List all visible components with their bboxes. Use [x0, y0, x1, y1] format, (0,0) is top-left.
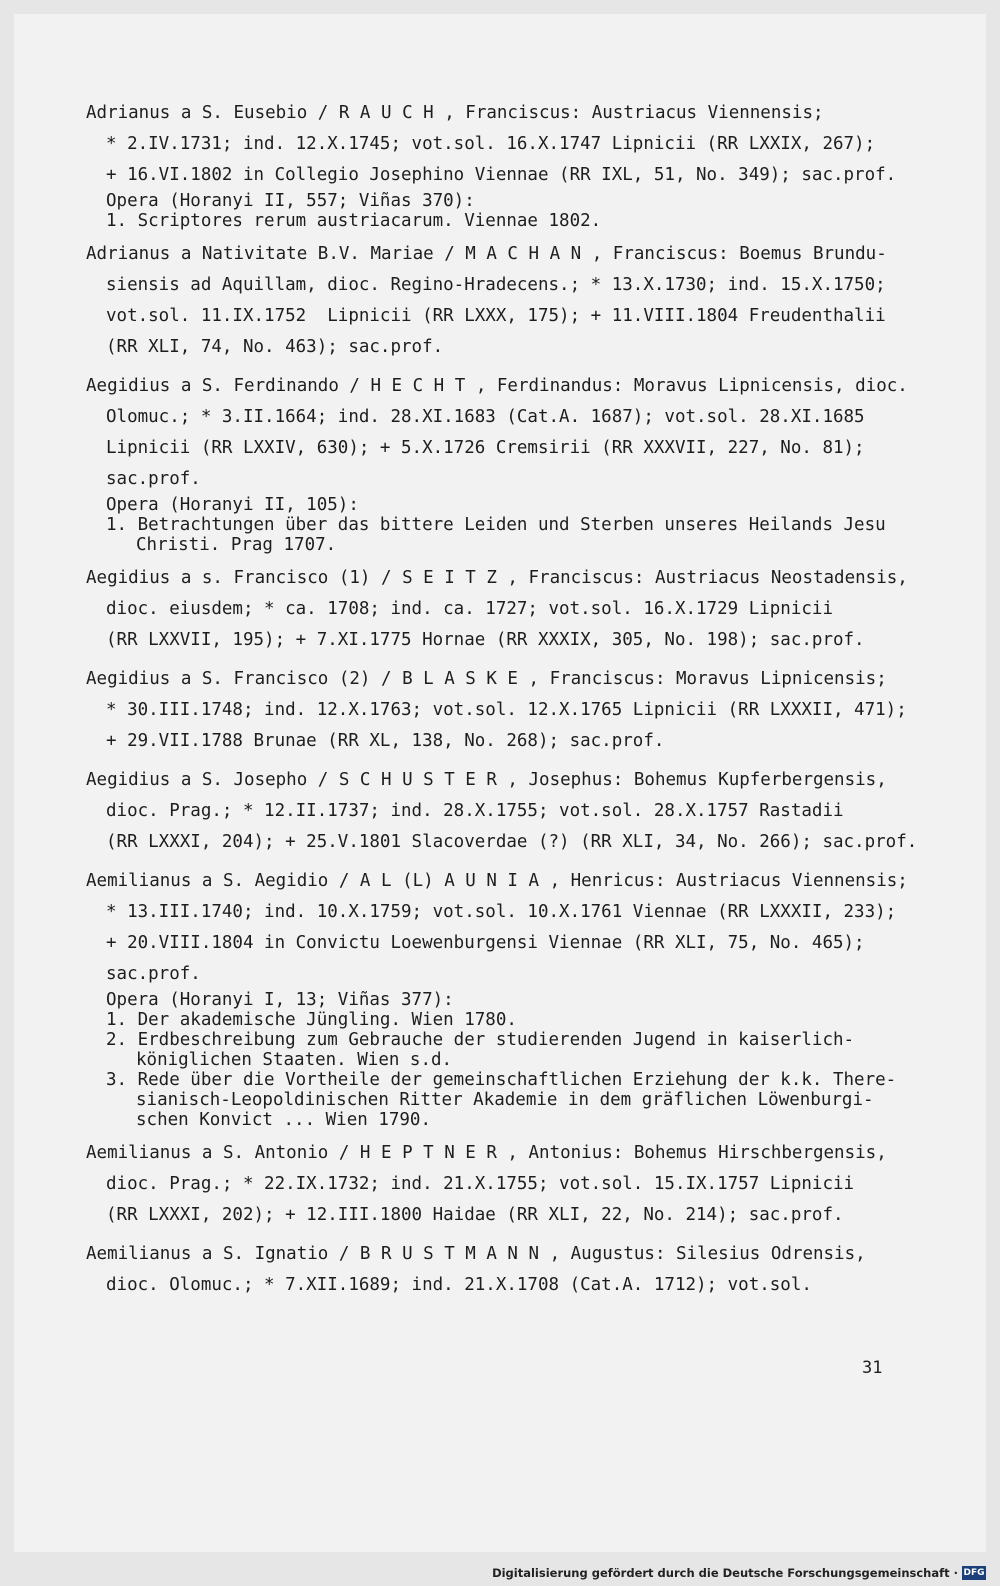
entry-heading-line: Aegidius a S. Ferdinando / H E C H T , Ferdinandus: Moravus Lipnicensis, dioc.: [86, 376, 908, 396]
entry-detail-line: Lipnicii (RR LXXIV, 630); + 5.X.1726 Cremsirii (RR XXXVII, 227, No. 81);: [106, 438, 865, 458]
entry-detail-line: * 13.III.1740; ind. 10.X.1759; vot.sol. 10.X.1761 Viennae (RR LXXXII, 233);: [106, 902, 897, 922]
opera-item: 1. Scriptores rerum austriacarum. Viennae 1802.: [106, 211, 602, 231]
opera-item: 1. Der akademische Jüngling. Wien 1780.: [106, 1010, 517, 1030]
opera-list: [86, 191, 916, 231]
entry-heading-line: Aemilianus a S. Aegidio / A L (L) A U N I A , Henricus: Austriacus Viennensis;: [86, 871, 908, 891]
register-entry: [86, 98, 916, 231]
entry-detail-line: Olomuc.; * 3.II.1664; ind. 28.XI.1683 (Cat.A. 1687); vot.sol. 28.XI.1685: [106, 407, 865, 427]
document-body: [86, 98, 916, 1301]
entry-detail-line: sac.prof.: [106, 964, 201, 984]
footer-text: Digitalisierung gefördert durch die Deutsche Forschungsgemeinschaft ·: [492, 1566, 958, 1580]
opera-heading: Opera (Horanyi II, 557; Viñas 370):: [106, 191, 475, 211]
entry-detail-line: + 16.VI.1802 in Collegio Josephino Viennae (RR IXL, 51, No. 349); sac.prof.: [106, 165, 897, 185]
entry-detail-line: * 30.III.1748; ind. 12.X.1763; vot.sol. 12.X.1765 Lipnicii (RR LXXXII, 471);: [106, 700, 907, 720]
opera-item: 2. Erdbeschreibung zum Gebrauche der studierenden Jugend in kaiserlich-: [106, 1030, 855, 1050]
entry-detail-line: (RR XLI, 74, No. 463); sac.prof.: [106, 337, 444, 357]
entry-detail-line: + 20.VIII.1804 in Convictu Loewenburgensi Viennae (RR XLI, 75, No. 465);: [106, 933, 865, 953]
entry-heading-line: Aegidius a S. Josepho / S C H U S T E R , Josephus: Bohemus Kupferbergensis,: [86, 770, 887, 790]
dfg-logo-icon: DFG: [963, 1568, 985, 1578]
opera-list: [86, 495, 916, 555]
register-entry: [86, 866, 916, 1130]
entry-heading-line: Adrianus a Nativitate B.V. Mariae / M A C H A N , Franciscus: Boemus Brundu-: [86, 244, 887, 264]
entry-heading-line: Aegidius a s. Francisco (1) / S E I T Z , Franciscus: Austriacus Neostadensis,: [86, 568, 908, 588]
register-entry: [86, 664, 916, 757]
opera-list: [86, 990, 916, 1130]
register-entry: [86, 1239, 916, 1301]
opera-heading: Opera (Horanyi I, 13; Viñas 377):: [106, 990, 454, 1010]
entry-detail-line: + 29.VII.1788 Brunae (RR XL, 138, No. 268); sac.prof.: [106, 731, 665, 751]
digitization-footer: [492, 1566, 986, 1580]
register-entry: [86, 239, 916, 363]
opera-item: sianisch-Leopoldinischen Ritter Akademie in dem gräflichen Löwenburgi-: [136, 1090, 874, 1110]
register-entry: [86, 1138, 916, 1231]
entry-detail-line: sac.prof.: [106, 469, 201, 489]
register-entry: [86, 765, 916, 858]
entry-heading-line: Aemilianus a S. Antonio / H E P T N E R , Antonius: Bohemus Hirschbergensis,: [86, 1143, 887, 1163]
entry-detail-line: (RR LXXXI, 202); + 12.III.1800 Haidae (RR XLI, 22, No. 214); sac.prof.: [106, 1205, 844, 1225]
opera-item: 3. Rede über die Vortheile der gemeinschaftlichen Erziehung der k.k. There-: [106, 1070, 897, 1090]
entry-detail-line: dioc. Olomuc.; * 7.XII.1689; ind. 21.X.1708 (Cat.A. 1712); vot.sol.: [106, 1275, 812, 1295]
entry-detail-line: (RR LXXVII, 195); + 7.XI.1775 Hornae (RR XXXIX, 305, No. 198); sac.prof.: [106, 630, 865, 650]
entry-detail-line: * 2.IV.1731; ind. 12.X.1745; vot.sol. 16.X.1747 Lipnicii (RR LXXIX, 267);: [106, 134, 876, 154]
entry-detail-line: dioc. eiusdem; * ca. 1708; ind. ca. 1727; vot.sol. 16.X.1729 Lipnicii: [106, 599, 833, 619]
entry-detail-line: siensis ad Aquillam, dioc. Regino-Hradecens.; * 13.X.1730; ind. 15.X.1750;: [106, 275, 886, 295]
opera-item: 1. Betrachtungen über das bittere Leiden und Sterben unseres Heilands Jesu: [106, 515, 886, 535]
entry-heading-line: Aegidius a S. Francisco (2) / B L A S K E , Franciscus: Moravus Lipnicensis;: [86, 669, 887, 689]
register-entry: [86, 563, 916, 656]
entry-detail-line: dioc. Prag.; * 12.II.1737; ind. 28.X.1755; vot.sol. 28.X.1757 Rastadii: [106, 801, 844, 821]
opera-item: schen Konvict ... Wien 1790.: [136, 1110, 432, 1130]
entry-detail-line: dioc. Prag.; * 22.IX.1732; ind. 21.X.1755; vot.sol. 15.IX.1757 Lipnicii: [106, 1174, 855, 1194]
register-entry: [86, 371, 916, 555]
opera-item: Christi. Prag 1707.: [136, 535, 337, 555]
entry-heading-line: Aemilianus a S. Ignatio / B R U S T M A N N , Augustus: Silesius Odrensis,: [86, 1244, 866, 1264]
entry-detail-line: vot.sol. 11.IX.1752 Lipnicii (RR LXXX, 175); + 11.VIII.1804 Freudenthalii: [106, 306, 886, 326]
opera-heading: Opera (Horanyi II, 105):: [106, 495, 359, 515]
page-number: 31: [862, 1358, 883, 1378]
entry-detail-line: (RR LXXXI, 204); + 25.V.1801 Slacoverdae (?) (RR XLI, 34, No. 266); sac.prof.: [106, 832, 918, 852]
entry-heading-line: Adrianus a S. Eusebio / R A U C H , Franciscus: Austriacus Viennensis;: [86, 103, 824, 123]
opera-item: königlichen Staaten. Wien s.d.: [136, 1050, 453, 1070]
